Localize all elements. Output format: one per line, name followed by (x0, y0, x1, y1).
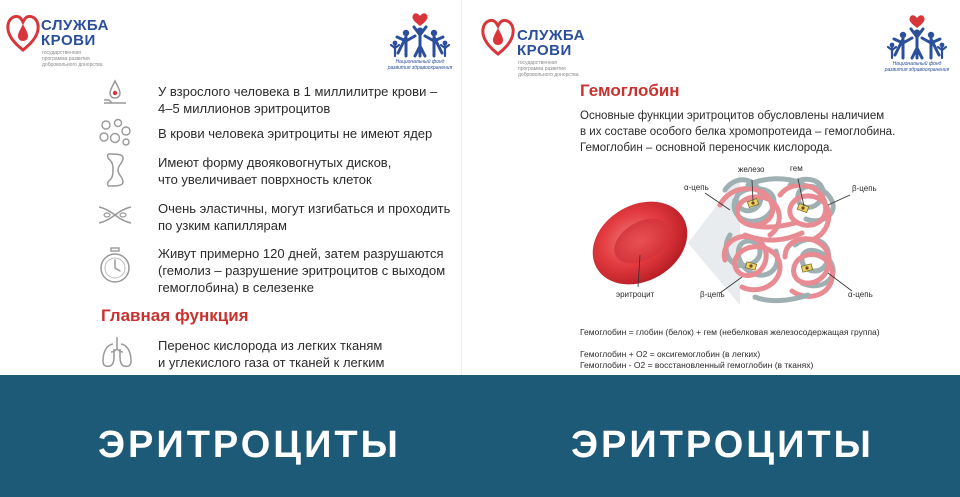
fact-lifespan (158, 245, 458, 296)
logo-title-line1: СЛУЖБА (41, 17, 109, 34)
banner-title-left: ЭРИТРОЦИТЫ (98, 424, 401, 466)
fund-caption (385, 59, 455, 71)
health-fund-logo-right (882, 14, 952, 74)
label-alpha-bottom: α-цепь (848, 290, 873, 299)
logo-sub-line2: программа развития (518, 66, 566, 72)
logo-subtitle (42, 50, 103, 68)
left-infographic (0, 0, 462, 375)
fact-concentration (158, 83, 458, 117)
hemoglobin-heading: Гемоглобин (580, 81, 680, 100)
logo-title-line2: КРОВИ (517, 42, 572, 59)
logo-sub-line3: добровольного донорства (518, 72, 579, 78)
main-function-line1: Перенос кислорода из легких тканям (158, 338, 383, 353)
label-iron: железо (738, 165, 765, 174)
fact-3-line2: что увеличивает поврхность клеток (158, 172, 372, 187)
fact-gas-transport (158, 337, 458, 371)
fact-1-line2: 4–5 миллионов эритроцитов (158, 101, 331, 116)
logo-title-line1: СЛУЖБА (517, 27, 585, 44)
heart-drop-logo-icon (481, 14, 515, 58)
hemoglobin-intro (580, 108, 950, 156)
fact-3-line1: Имеют форму двояковогнутых дисков, (158, 155, 392, 170)
logo-subtitle-right (518, 60, 579, 78)
label-beta-bottom: β-цепь (700, 290, 725, 299)
heart-drop-logo-icon (6, 10, 40, 54)
logo-title (41, 18, 109, 48)
blood-service-logo-right (477, 0, 607, 78)
fund-line2: развития здравоохранения (884, 67, 950, 73)
lungs-icon (100, 335, 134, 369)
cells-icon (98, 118, 132, 146)
people-heart-icon (882, 14, 952, 60)
fact-5-line3: гемоглобина) в селезенке (158, 280, 314, 295)
stopwatch-icon (98, 247, 132, 285)
logo-sub-line3: добровольного донорства (42, 62, 103, 68)
intro-line3: Гемоглобин – основной переносчик кислорода. (580, 142, 833, 154)
label-heme: гем (790, 164, 803, 173)
fact-5-line2: (гемолиз – разрушение эритроцитов с выходом (158, 263, 446, 278)
logo-title-line2: КРОВИ (41, 32, 96, 49)
fact-4-line1: Очень эластичны, могут изгибаться и проходить (158, 201, 451, 216)
fact-elasticity (158, 200, 458, 234)
formula-composition: Гемоглобин = глобин (белок) + гем (небелковая железосодержащая группа) (580, 327, 880, 337)
fact-4-line2: по узким капиллярам (158, 218, 287, 233)
formula-oxygenation: Гемоглобин + O2 = оксигемоглобин (в легких) (580, 349, 761, 359)
logo-title-right (517, 28, 585, 58)
erythrocyte-shape (578, 185, 703, 301)
label-erythrocyte: эритроцит (616, 290, 655, 299)
banner-title-right: ЭРИТРОЦИТЫ (571, 424, 874, 466)
main-function-heading: Главная функция (101, 306, 249, 325)
right-infographic (462, 0, 960, 375)
intro-line1: Основные функции эритроцитов обусловлены наличием (580, 110, 885, 122)
label-alpha-top: α-цепь (684, 183, 709, 192)
fact-5-line1: Живут примерно 120 дней, затем разрушаются (158, 246, 444, 261)
logo-sub-line2: программа развития (42, 56, 90, 62)
health-fund-logo (385, 12, 455, 72)
blood-drop-icon (100, 78, 130, 108)
fact-shape (158, 154, 458, 188)
fund-line1: Национальный фонд (892, 61, 942, 67)
capillary-icon (98, 203, 132, 227)
biconcave-disc-icon (104, 152, 128, 188)
fund-line1: Национальный фонд (395, 59, 445, 65)
fund-caption-right (882, 61, 952, 73)
fund-line2: развития здравоохранения (387, 65, 453, 71)
intro-line2: в их составе особого белка хромопротеида – гемоглобина. (580, 126, 896, 138)
people-heart-icon (385, 12, 455, 58)
main-function-line2: и углекислого газа от тканей к легким (158, 355, 385, 370)
formula-deoxygenation: Гемоглобин - O2 = восстановленный гемоглобин (в тканях) (580, 360, 814, 370)
fact-1-line1: У взрослого человека в 1 миллилитре крови – (158, 84, 438, 99)
fact-no-nuclei (158, 125, 458, 142)
fact-2-line1: В крови человека эритроциты не имеют ядер (158, 126, 433, 141)
blood-service-logo (0, 0, 130, 70)
logo-sub-line1: государственная (518, 60, 557, 66)
logo-sub-line1: государственная (42, 50, 81, 56)
label-beta-top: β-цепь (852, 184, 877, 193)
